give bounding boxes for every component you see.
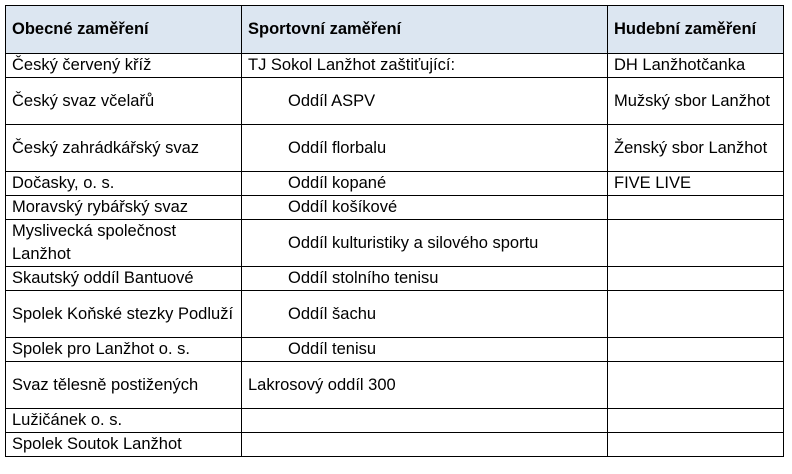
cell-music: DH Lanžhotčanka	[608, 54, 784, 78]
cell-sport	[242, 409, 608, 433]
cell-music	[608, 338, 784, 362]
cell-music	[608, 196, 784, 220]
cell-sport: Oddíl ASPV	[242, 78, 608, 125]
cell-sport: Oddíl šachu	[242, 291, 608, 338]
header-music: Hudební zaměření	[608, 6, 784, 54]
cell-sport: TJ Sokol Lanžhot zaštiťující:	[242, 54, 608, 78]
cell-general: Moravský rybářský svaz	[6, 196, 242, 220]
organizations-table	[5, 5, 784, 457]
cell-sport: Oddíl košíkové	[242, 196, 608, 220]
cell-general: Český svaz včelařů	[6, 78, 242, 125]
table-row	[6, 267, 784, 291]
cell-sport: Oddíl kulturistiky a silového sportu	[242, 220, 608, 267]
cell-music: Mužský sbor Lanžhot	[608, 78, 784, 125]
table-row	[6, 409, 784, 433]
table-header-row	[6, 6, 784, 54]
cell-sport: Oddíl kopané	[242, 172, 608, 196]
table-row	[6, 338, 784, 362]
cell-sport: Oddíl stolního tenisu	[242, 267, 608, 291]
header-sport: Sportovní zaměření	[242, 6, 608, 54]
table-row	[6, 78, 784, 125]
cell-general: Spolek Soutok Lanžhot	[6, 433, 242, 457]
cell-music	[608, 409, 784, 433]
cell-music	[608, 291, 784, 338]
cell-general: Lužičánek o. s.	[6, 409, 242, 433]
table-row	[6, 433, 784, 457]
cell-general: Skautský oddíl Bantuové	[6, 267, 242, 291]
table-row	[6, 172, 784, 196]
cell-music	[608, 267, 784, 291]
header-general: Obecné zaměření	[6, 6, 242, 54]
cell-sport: Lakrosový oddíl 300	[242, 362, 608, 409]
cell-sport: Oddíl tenisu	[242, 338, 608, 362]
cell-general: Český červený kříž	[6, 54, 242, 78]
cell-general: Spolek pro Lanžhot o. s.	[6, 338, 242, 362]
cell-music	[608, 362, 784, 409]
table-row	[6, 125, 784, 172]
cell-sport: Oddíl florbalu	[242, 125, 608, 172]
cell-sport	[242, 433, 608, 457]
table-row	[6, 220, 784, 267]
cell-general: Dočasky, o. s.	[6, 172, 242, 196]
cell-general: Český zahrádkářský svaz	[6, 125, 242, 172]
table-row	[6, 54, 784, 78]
cell-music: FIVE LIVE	[608, 172, 784, 196]
table-row	[6, 291, 784, 338]
cell-music: Ženský sbor Lanžhot	[608, 125, 784, 172]
cell-general: Svaz tělesně postižených	[6, 362, 242, 409]
table-row	[6, 362, 784, 409]
cell-music	[608, 220, 784, 267]
table-row	[6, 196, 784, 220]
cell-general: Spolek Koňské stezky Podluží	[6, 291, 242, 338]
cell-music	[608, 433, 784, 457]
cell-general: Myslivecká společnost Lanžhot	[6, 220, 242, 267]
